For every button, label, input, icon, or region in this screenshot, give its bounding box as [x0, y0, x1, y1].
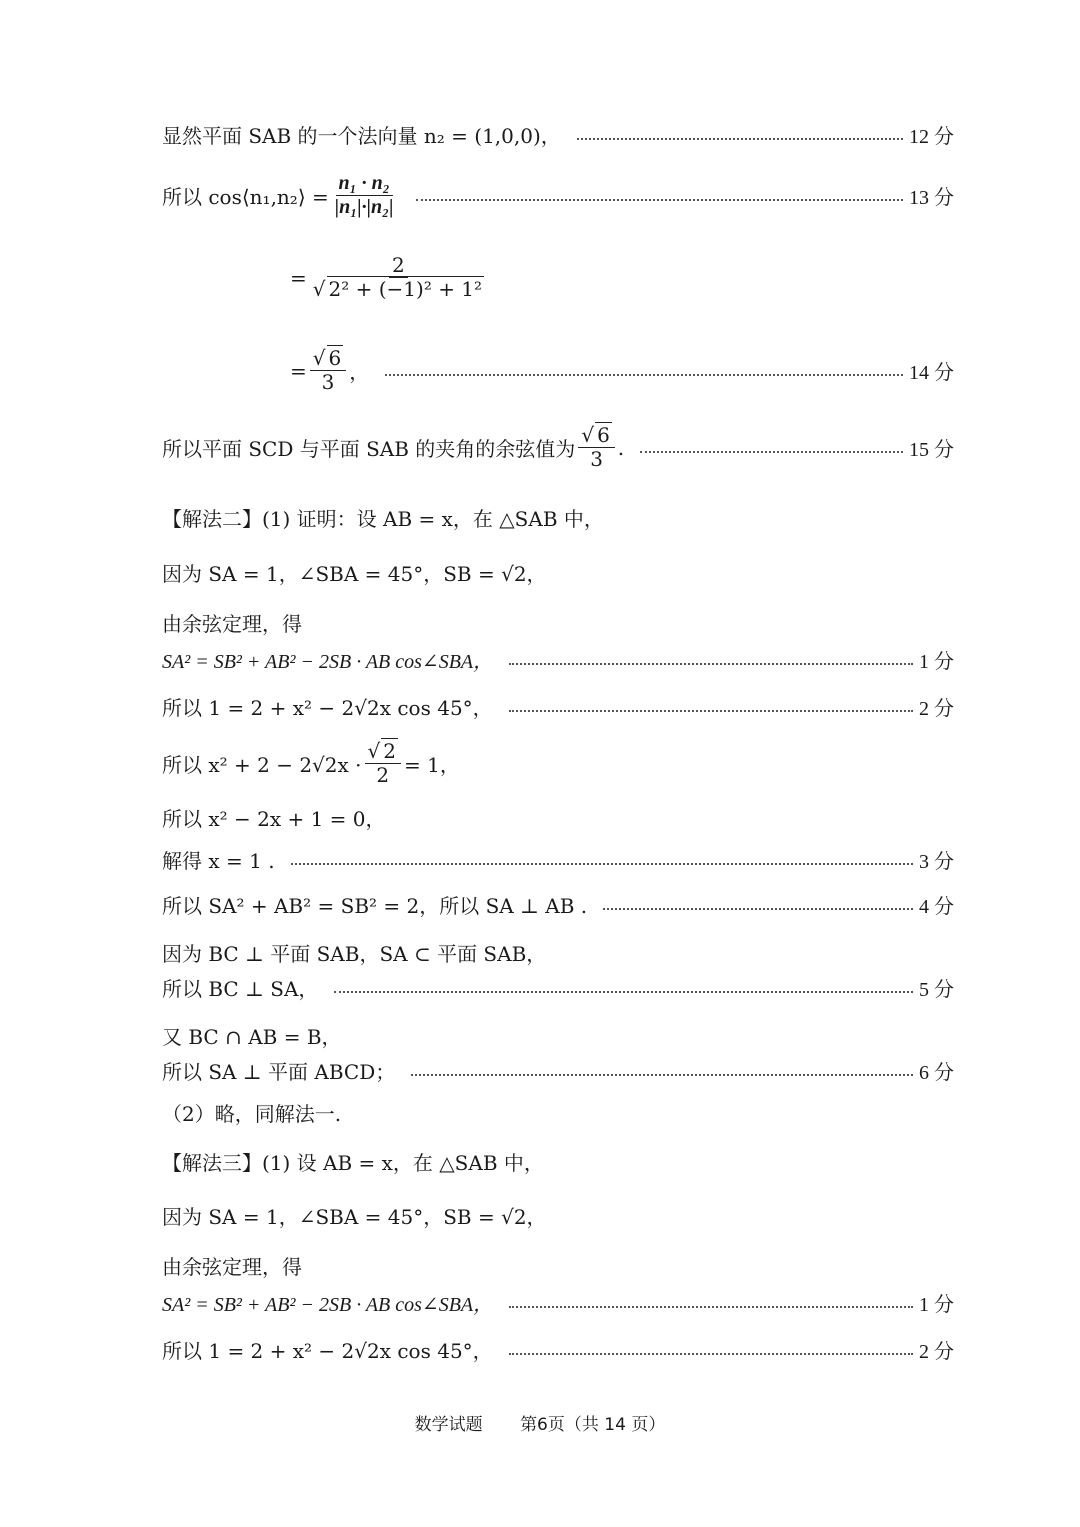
radical-sign: √ [312, 346, 326, 370]
score-label: 2 分 [919, 698, 954, 720]
solution-line [162, 172, 954, 219]
solution-line [162, 890, 954, 919]
leader-dots [603, 908, 913, 910]
fraction [310, 254, 487, 301]
solution-line [162, 973, 954, 1002]
leader-dots [509, 663, 913, 665]
punctuation: ， [349, 360, 370, 384]
fraction-denominator [310, 278, 487, 301]
solution-line [162, 1335, 954, 1364]
solution-line [162, 845, 954, 874]
line-text: 由余弦定理，得 [162, 1255, 302, 1279]
solution-line [162, 1021, 954, 1050]
line-text: 因为 SA = 1，∠SBA = 45°，SB = √2， [162, 562, 547, 586]
leader-dots [509, 1353, 913, 1355]
line-text: 所以平面 SCD 与平面 SAB 的夹角的余弦值为 [162, 437, 576, 461]
leader-dots [640, 451, 903, 453]
section-heading [162, 1147, 954, 1176]
leader-dots [577, 138, 903, 140]
line-text: 所以 1 = 2 + x² − 2√2x cos 45°， [162, 1339, 493, 1363]
fraction-numerator [365, 740, 401, 764]
leader-dots [334, 991, 913, 993]
radical-sign: √ [581, 423, 595, 447]
score-label: 6 分 [919, 1062, 954, 1084]
page-footer [0, 1410, 1080, 1435]
fraction [310, 347, 346, 394]
fraction-denominator: 2 [376, 763, 390, 787]
line-text: 【解法三】(1) 设 AB = x，在 △SAB 中， [162, 1151, 544, 1175]
punctuation: . [617, 435, 625, 460]
score-label: 14 分 [909, 362, 954, 384]
line-text: 解得 x = 1 . [162, 849, 275, 873]
leader-dots [291, 863, 913, 865]
line-text: 所以 x² − 2x + 1 = 0， [162, 807, 386, 831]
solution-line [162, 1288, 954, 1317]
solution-line [162, 608, 954, 637]
line-text: 因为 BC ⊥ 平面 SAB，SA ⊂ 平面 SAB， [162, 942, 547, 966]
solution-line [162, 1098, 954, 1127]
score-label: 1 分 [919, 1294, 954, 1316]
line-text: = 1， [404, 753, 460, 777]
line-text: 所以 SA ⊥ 平面 ABCD； [162, 1060, 396, 1084]
line-text: 因为 SA = 1，∠SBA = 45°，SB = √2， [162, 1205, 547, 1229]
equals-sign: = [290, 358, 307, 383]
line-text: SA² = SB² + AB² − 2SB · AB cos∠SBA， [162, 651, 494, 673]
solution-line [162, 424, 954, 471]
solution-line [162, 558, 954, 587]
fraction-numerator: n₁ · n₂ [336, 172, 393, 196]
leader-dots [509, 710, 913, 712]
equals-sign: = [290, 265, 307, 290]
fraction [578, 424, 614, 471]
line-text: SA² = SB² + AB² − 2SB · AB cos∠SBA， [162, 1294, 494, 1316]
line-text: 所以 1 = 2 + x² − 2√2x cos 45°， [162, 696, 493, 720]
line-text: 由余弦定理，得 [162, 612, 302, 636]
score-label: 12 分 [909, 126, 954, 148]
solution-line [162, 803, 954, 832]
score-label: 4 分 [919, 896, 954, 918]
fraction-numerator: 2 [389, 254, 408, 278]
line-text: 又 BC ∩ AB = B， [162, 1025, 342, 1049]
score-label: 5 分 [919, 979, 954, 1001]
solution-line [162, 347, 954, 394]
solution-line [162, 120, 954, 149]
fraction-denominator: 3 [321, 370, 335, 394]
line-text: 【解法二】(1) 证明：设 AB = x，在 △SAB 中， [162, 507, 604, 531]
radicand: 6 [328, 346, 342, 370]
score-label: 3 分 [919, 851, 954, 873]
solution-line [162, 1201, 954, 1230]
section-heading [162, 503, 954, 532]
fraction-denominator: 3 [590, 447, 603, 471]
fraction-denominator: |n₁|·|n₂| [334, 196, 394, 218]
radicand: 2² + (−1)² + 1² [328, 277, 483, 301]
score-label: 15 分 [909, 439, 954, 461]
solution-line [162, 938, 954, 967]
solution-line [162, 692, 954, 721]
radicand: 6 [597, 423, 610, 447]
solution-line [162, 1251, 954, 1280]
line-text: 所以 x² + 2 − 2√2x · [162, 753, 362, 777]
fraction [332, 172, 397, 219]
leader-dots [416, 199, 903, 201]
leader-dots [509, 1306, 913, 1308]
line-text: 显然平面 SAB 的一个法向量 n₂ = (1,0,0)， [162, 124, 561, 148]
fraction-numerator [578, 424, 614, 448]
line-text: （2）略，同解法一. [162, 1102, 342, 1126]
footer-subject: 数学试题 [414, 1415, 483, 1435]
score-label: 13 分 [909, 187, 954, 209]
fraction [365, 740, 401, 787]
footer-page-number: 第6页（共 14 页） [520, 1415, 666, 1435]
solution-line [162, 740, 954, 787]
radical-sign: √ [367, 739, 381, 763]
leader-dots [385, 374, 903, 376]
line-text: 所以 cos⟨n₁,n₂⟩ = [162, 185, 329, 209]
solution-line [290, 254, 954, 301]
fraction-numerator [310, 347, 346, 371]
score-label: 2 分 [919, 1341, 954, 1363]
line-text: 所以 SA² + AB² = SB² = 2，所以 SA ⊥ AB . [162, 894, 588, 918]
score-label: 1 分 [919, 651, 954, 673]
radicand: 2 [383, 739, 396, 763]
solution-line [162, 1056, 954, 1085]
radical-sign: √ [312, 277, 326, 301]
leader-dots [411, 1074, 913, 1076]
solution-line [162, 645, 954, 674]
line-text: 所以 BC ⊥ SA， [162, 977, 319, 1001]
